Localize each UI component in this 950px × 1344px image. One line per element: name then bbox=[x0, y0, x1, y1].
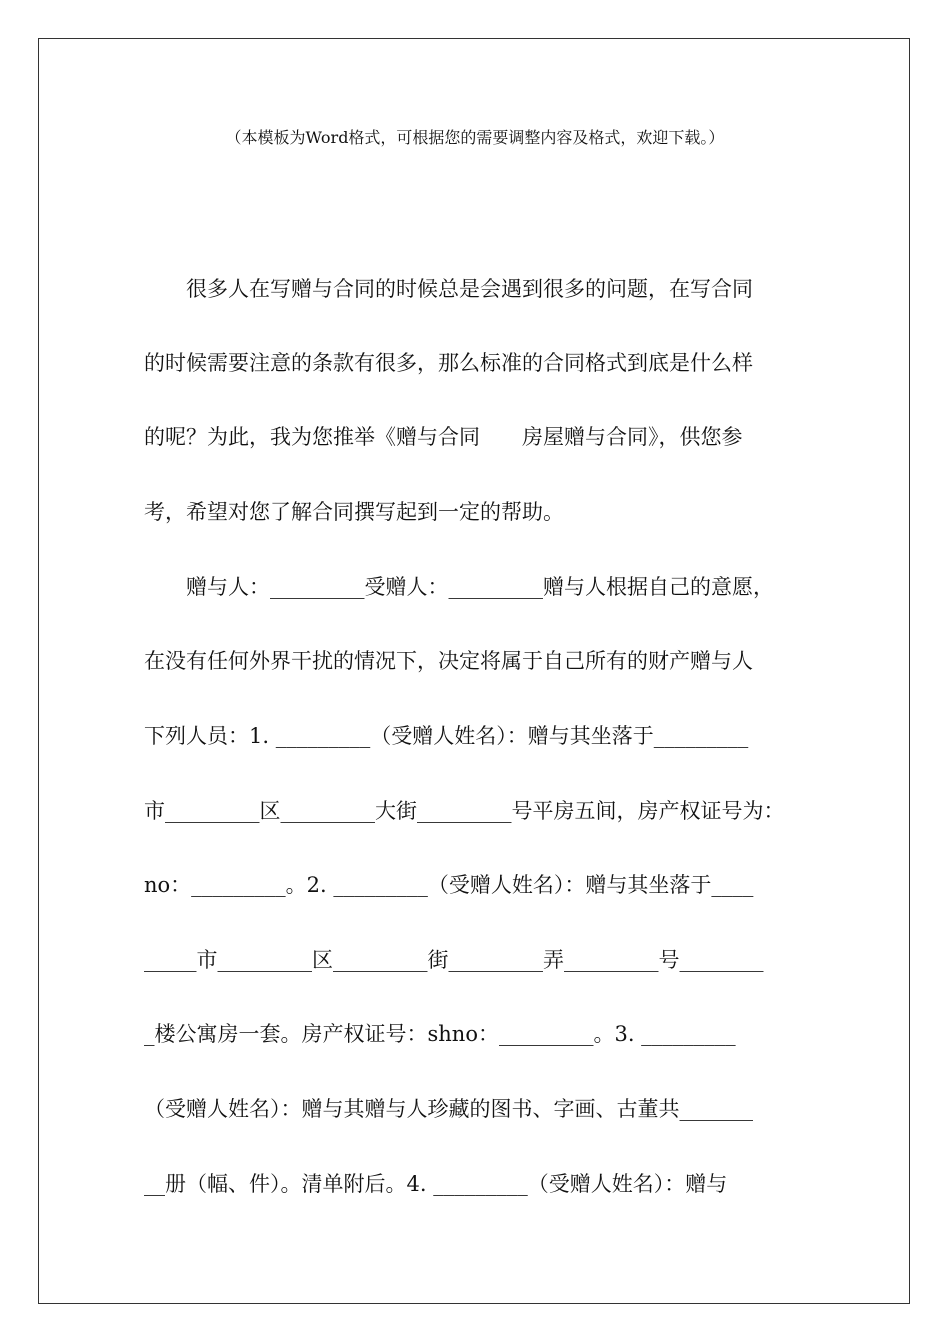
paragraph-line: _____市_________区_________街_________弄_________号________ bbox=[144, 948, 764, 972]
paragraph-line: （受赠人姓名）：赠与其赠与人珍藏的图书、字画、古董共_______ bbox=[144, 1097, 753, 1121]
template-note: （本模板为Word格式，可根据您的需要调整内容及格式，欢迎下载。） bbox=[225, 128, 725, 147]
paragraph-line: 很多人在写赠与合同的时候总是会遇到很多的问题，在写合同 bbox=[144, 277, 753, 301]
paragraph-line: 下列人员：1. _________（受赠人姓名）：赠与其坐落于_________ bbox=[144, 724, 749, 748]
paragraph-line: _楼公寓房一套。房产权证号：shno：_________。3. _________ bbox=[144, 1022, 736, 1046]
paragraph-line: 市_________区_________大街_________号平房五间，房产权证号为： bbox=[144, 799, 785, 823]
paragraph-line: 赠与人：_________受赠人：_________赠与人根据自己的意愿， bbox=[144, 575, 774, 599]
paragraph-line: 考，希望对您了解合同撰写起到一定的帮助。 bbox=[144, 500, 564, 524]
paragraph-line: 在没有任何外界干扰的情况下，决定将属于自己所有的财产赠与人 bbox=[144, 649, 753, 673]
paragraph-line: 的呢？为此，我为您推举《赠与合同 房屋赠与合同》，供您参 bbox=[144, 425, 743, 449]
paragraph-line: __册（幅、件）。清单附后。4. _________（受赠人姓名）：赠与 bbox=[144, 1172, 728, 1196]
paragraph-line: no：_________。2. _________（受赠人姓名）：赠与其坐落于____ bbox=[144, 873, 754, 897]
paragraph-line: 的时候需要注意的条款有很多，那么标准的合同格式到底是什么样 bbox=[144, 351, 753, 375]
